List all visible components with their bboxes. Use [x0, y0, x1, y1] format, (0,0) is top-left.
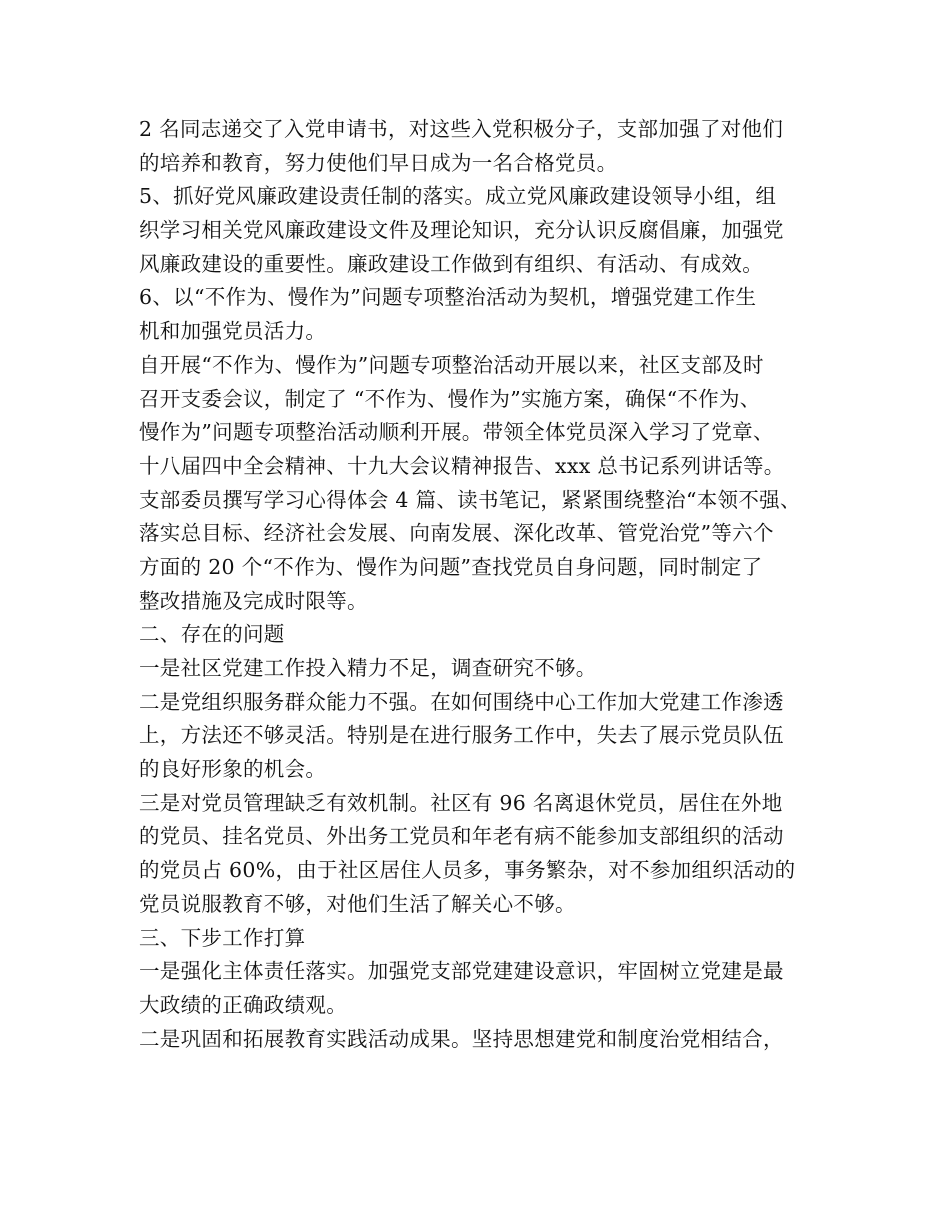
text-line: 一是强化主体责任落实。加强党支部党建建设意识，牢固树立党建是最 — [139, 959, 784, 984]
text-line: 大政绩的正确政绩观。 — [139, 992, 347, 1017]
section-heading: 二、存在的问题 — [139, 622, 285, 647]
text-line: 召开支委会议，制定了 “不作为、慢作为”实施方案，确保“不作为、 — [139, 386, 761, 411]
text-line: 5、抓好党风廉政建设责任制的落实。成立党风廉政建设领导小组，组 — [139, 184, 777, 209]
text-line: 二是巩固和拓展教育实践活动成果。坚持思想建党和制度治党相结合， — [139, 1026, 784, 1051]
text-line: 风廉政建设的重要性。廉政建设工作做到有组织、有活动、有成效。 — [139, 251, 763, 276]
text-line: 上，方法还不够灵活。特别是在进行服务工作中，失去了展示党员队伍 — [139, 723, 784, 748]
text-line: 方面的 20 个“不作为、慢作为问题”查找党员自身问题，同时制定了 — [139, 554, 763, 579]
text-line: 的良好形象的机会。 — [139, 757, 327, 782]
text-line: 织学习相关党风廉政建设文件及理论知识，充分认识反腐倡廉，加强党 — [139, 218, 784, 243]
text-line: 支部委员撰写学习心得体会 4 篇、读书笔记，紧紧围绕整治“本领不强、 — [139, 487, 801, 512]
text-line: 的党员、挂名党员、外出务工党员和年老有病不能参加支部组织的活动 — [139, 824, 784, 849]
text-line: 的培养和教育，努力使他们早日成为一名合格党员。 — [139, 150, 618, 175]
text-line: 一是社区党建工作投入精力不足，调查研究不够。 — [139, 656, 597, 680]
text-line: 落实总目标、经济社会发展、向南发展、深化改革、管党治党”等六个 — [139, 521, 774, 546]
text-line: 慢作为”问题专项整治活动顺利开展。带领全体党员深入学习了党章、 — [139, 420, 774, 445]
text-line: 的党员占 60%，由于社区居住人员多，事务繁杂，对不参加组织活动的 — [139, 858, 796, 883]
text-line: 自开展“不作为、慢作为”问题专项整治活动开展以来，社区支部及时 — [139, 352, 764, 377]
text-line: 机和加强党员活力。 — [139, 319, 327, 344]
text-line: 6、以“不作为、慢作为”问题专项整治活动为契机，增强党建工作生 — [139, 285, 757, 310]
text-line: 党员说服教育不够，对他们生活了解关心不够。 — [139, 891, 576, 916]
text-line: 三是对党员管理缺乏有效机制。社区有 96 名离退休党员，居住在外地 — [139, 790, 783, 815]
text-line: 二是党组织服务群众能力不强。在如何围绕中心工作加大党建工作渗透 — [139, 689, 784, 714]
text-line: 十八届四中全会精神、十九大会议精神报告、xxx 总书记系列讲话等。 — [139, 453, 785, 478]
text-line: 整改措施及完成时限等。 — [139, 588, 368, 613]
section-heading: 三、下步工作打算 — [139, 925, 306, 950]
document-body — [139, 113, 829, 1056]
text-line: 2 名同志递交了入党申请书，对这些入党积极分子，支部加强了对他们 — [139, 117, 784, 141]
